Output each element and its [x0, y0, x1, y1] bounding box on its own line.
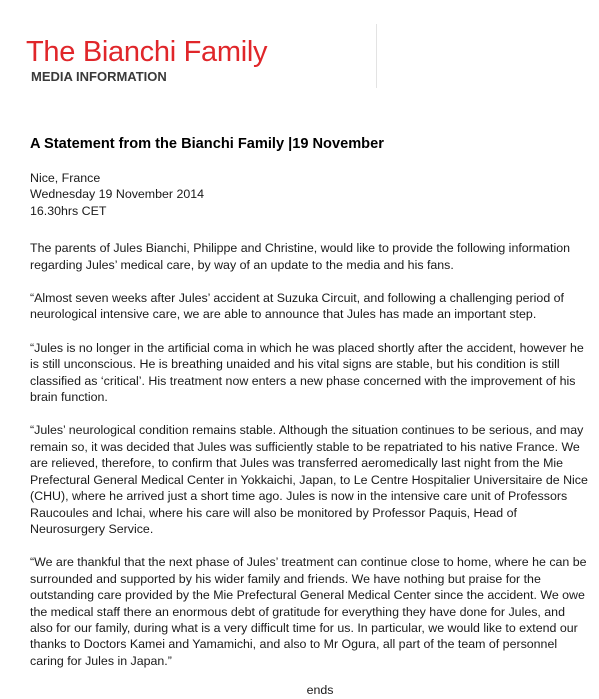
quote-paragraph-2: “Jules is no longer in the artificial coma in which he was placed shortly after the accident, however he is still unconscious. He is breathing unaided and his vital signs are stable, but his condition is still classified as ‘critical’. His treatment now enters a new phase concerned with the improvement of his brain function.: [30, 340, 584, 405]
letterhead-divider: [376, 24, 377, 88]
quote-paragraph-4: “We are thankful that the next phase of Jules’ treatment can continue close to home, where he can be surrounded and supported by his wider family and friends. We have nothing but praise for the outstanding care provided by the Mie Prefectural General Medical Center since the accident. We owe the medical staff there an enormous debt of gratitude for everything they have done for Jules, and also for our family, during what is a very difficult time for us. In particular, we would like to extend our thanks to Doctors Kamei and Yamamichi, and also to Mr Ogura, all part of the team of personnel caring for Jules in Japan.”: [30, 555, 587, 668]
dateline: [30, 170, 590, 219]
brand-name: The Bianchi Family: [26, 36, 268, 68]
media-information-label: MEDIA INFORMATION: [31, 69, 167, 84]
intro-paragraph: The parents of Jules Bianchi, Philippe and Christine, would like to provide the following information regarding Jules’ medical care, by way of an update to the media and his fans.: [30, 241, 570, 272]
dateline-location: Nice, France: [30, 171, 101, 185]
statement-title: A Statement from the Bianchi Family |19 November: [30, 136, 384, 152]
ends-marker: ends: [306, 683, 334, 698]
letterhead: [26, 36, 267, 85]
dateline-time: 16.30hrs CET: [30, 203, 107, 218]
statement-body: [30, 135, 590, 699]
dateline-date: Wednesday 19 November 2014: [30, 187, 205, 202]
quote-paragraph-1: “Almost seven weeks after Jules’ accident at Suzuka Circuit, and following a challenging period of neurological intensive care, we are able to announce that Jules has made an important step.: [30, 291, 564, 322]
quote-paragraph-3: “Jules’ neurological condition remains stable. Although the situation continues to be serious, and may remain so, it was decided that Jules was sufficiently stable to be repatriated to his native France. We are relieved, therefore, to confirm that Jules was transferred aeromedically last night from the Mie Prefectural General Medical Center in Yokkaichi, Japan, to Le Centre Hospitalier Universitaire de Nice (CHU), where he arrived just a short time ago. Jules is now in the intensive care unit of Professors Raucoules and Ichai, where his care will also be monitored by Professor Paquis, Head of Neurosurgery Service.: [30, 423, 588, 536]
